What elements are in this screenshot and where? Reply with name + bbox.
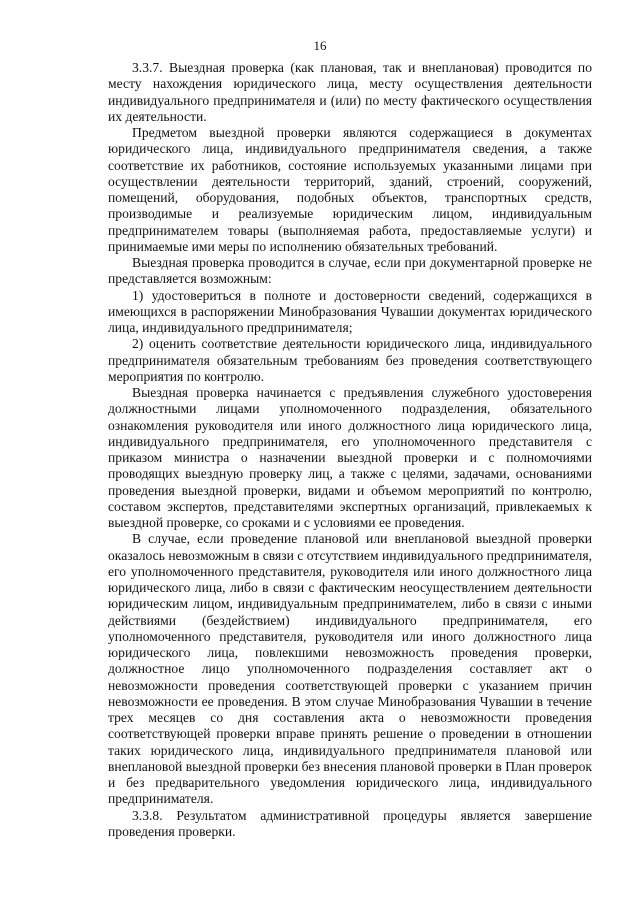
page-number: 16 <box>313 38 327 53</box>
list-item-1: 1) удостовериться в полноте и достоверности сведений, содержащихся в имеющихся в распоряжении Минобразования Чувашии документах юридического лица, индивидуального предпринимателя; <box>108 287 592 335</box>
paragraph-inspection-subject: Предметом выездной проверки являются содержащиеся в документах юридического лица, индивидуального предпринимателя сведения, а также соответствие их работников, состояние используемых указанными лицами при осуществлении деятельности территорий, зданий, строений, сооружений, помещений, оборудования, подобных объектов, транспортных средств, производимые и реализуемые юридическим лицом, индивидуальным предпринимателем товары (выполняемая работа, предоставляемые услуги) и принимаемые ими меры по исполнению обязательных требований. <box>108 125 592 254</box>
paragraph-inspection-conditions: Выездная проверка проводится в случае, если при документарной проверке не представляется возможным: <box>108 255 592 287</box>
paragraph-3-3-8: 3.3.8. Результатом административной процедуры является завершение проведения проверки. <box>108 807 592 839</box>
paragraph-inspection-start: Выездная проверка начинается с предъявления служебного удостоверения должностными лицами уполномоченного подразделения, обязательного ознакомления руководителя или иного должностного лица юридического лица, индивидуального предпринимателя, его уполномоченного представителя с приказом министра о назначении выездной проверки и с полномочиями проводящих выездную проверку лиц, а также с целями, задачами, основаниями проведения выездной проверки, видами и объемом мероприятий по контролю, составом экспертов, представителями экспертных организаций, привлекаемых к выездной проверке, со сроками и с условиями ее проведения. <box>108 385 592 530</box>
list-item-2: 2) оценить соответствие деятельности юридического лица, индивидуального предпринимателя обязательным требованиям без проведения соответствующего мероприятия по контролю. <box>108 336 592 384</box>
paragraph-inspection-impossible: В случае, если проведение плановой или внеплановой выездной проверки оказалось невозможным в связи с отсутствием индивидуального предпринимателя, его уполномоченного представителя, руководителя или иного должностного лица юридического лица, либо в связи с фактическим неосуществлением деятельности юридическим лицом, индивидуальным предпринимателем, либо в связи с иными действиями (бездействием) индивидуального предпринимателя, его уполномоченного представителя, руководителя или иного должностного лица юридического лица, повлекшими невозможность проведения проверки, должностное лицо уполномоченного подразделения составляет акт о невозможности проведения соответствующей проверки с указанием причин невозможности ее проведения. В этом случае Минобразования Чувашии в течение трех месяцев со дня составления акта о невозможности проведения соответствующей проверки вправе принять решение о проведении в отношении таких юридического лица, индивидуального предпринимателя плановой или внеплановой выездной проверки без внесения плановой проверки в План проверок и без предварительного уведомления юридического лица, индивидуального предпринимателя. <box>108 531 592 807</box>
document-body <box>108 60 592 840</box>
paragraph-3-3-7: 3.3.7. Выездная проверка (как плановая, так и внеплановая) проводится по месту нахождения юридического лица, месту осуществления деятельности индивидуального предпринимателя и (или) по месту фактического осуществления их деятельности. <box>108 60 592 124</box>
